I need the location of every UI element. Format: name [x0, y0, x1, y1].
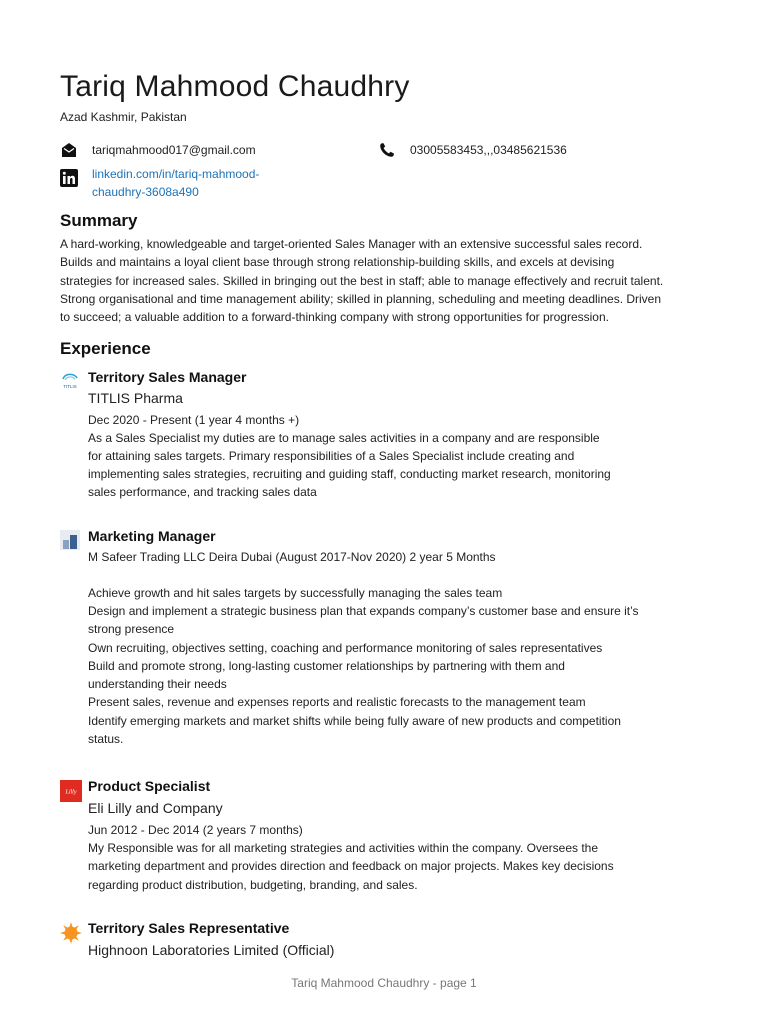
job-description-line: Build and promote strong, long-lasting customer relationships by partnering with them and: [88, 659, 565, 673]
job-dates: Dec 2020 - Present (1 year 4 months +): [88, 413, 300, 427]
summary-line: strategies for increased sales. Skilled in bringing out the best in staff; able to manage effectively and recruit talent.: [60, 273, 664, 288]
job-dates: Jun 2012 - Dec 2014 (2 years 7 months): [88, 823, 303, 837]
experience-heading: Experience: [60, 339, 151, 358]
job-description-line: understanding their needs: [88, 677, 227, 691]
job-description-line: for attaining sales targets. Primary responsibilities of a Sales Specialist include creating and: [88, 449, 575, 463]
company-name: TITLIS Pharma: [88, 390, 183, 406]
job-description-line: status.: [88, 732, 124, 746]
job-description-line: implementing sales strategies, recruiting and guiding staff, conducting market research, monitoring: [88, 467, 611, 481]
summary-line: Strong organisational and time management ability; skilled in planning, scheduling and meeting deadlines. Driven: [60, 291, 662, 306]
linkedin-link[interactable]: [92, 165, 292, 201]
job-title: Marketing Manager: [88, 528, 216, 544]
job-title: Product Specialist: [88, 778, 211, 794]
lilly-logo: [60, 780, 80, 800]
envelope-icon: [60, 141, 78, 159]
titlis-logo: [60, 371, 80, 391]
job-title: Territory Sales Manager: [88, 369, 247, 385]
job-description-line: Present sales, revenue and expenses reports and realistic forecasts to the management team: [88, 695, 586, 709]
lilly-logo-text: Lilly: [65, 789, 77, 796]
summary-line: Builds and maintains a loyal client base through strong relationship-building skills, and excels at devising: [60, 255, 615, 270]
job-company-dates: M Safeer Trading LLC Deira Dubai (August 2017-Nov 2020) 2 year 5 Months: [88, 550, 496, 564]
linkedin-link-line2[interactable]: chaudhry-3608a490: [92, 185, 199, 199]
email-contact: [60, 141, 256, 159]
job-description-line: Identify emerging markets and market shifts while being fully aware of new products and competition: [88, 714, 621, 728]
phone-contact: [378, 141, 567, 159]
company-logo-placeholder: [60, 530, 80, 550]
summary-line: A hard-working, knowledgeable and target-oriented Sales Manager with an extensive successful sales record.: [60, 237, 643, 251]
job-description-line: Own recruiting, objectives setting, coaching and performance monitoring of sales representatives: [88, 641, 603, 655]
job-description-line: sales performance, and tracking sales data: [88, 485, 317, 499]
titlis-logo-text: TITLIS: [63, 384, 77, 389]
job-description-line: Design and implement a strategic business plan that expands company’s customer base and ensure it’s: [88, 604, 639, 618]
candidate-location: Azad Kashmir, Pakistan: [60, 110, 187, 124]
linkedin-icon: [60, 169, 78, 187]
page-footer: Tariq Mahmood Chaudhry - page 1: [291, 976, 477, 990]
job-description-line: My Responsible was for all marketing strategies and activities within the company. Oversees the: [88, 841, 599, 855]
summary-heading: Summary: [60, 211, 138, 230]
job-description-line: Achieve growth and hit sales targets by successfully managing the sales team: [88, 586, 503, 600]
job-description-line: As a Sales Specialist my duties are to manage sales activities in a company and are responsible: [88, 431, 600, 445]
linkedin-link-line1[interactable]: linkedin.com/in/tariq-mahmood-: [92, 167, 260, 181]
phone-icon: [378, 141, 396, 159]
job-description-line: strong presence: [88, 622, 175, 636]
summary-line: to succeed; a valuable addition to a forward-thinking company with strong opportunities for progression.: [60, 310, 609, 325]
phone-number[interactable]: 03005583453,,,03485621536: [410, 143, 567, 157]
summary-paragraph: [60, 235, 700, 326]
candidate-name: Tariq Mahmood Chaudhry: [60, 70, 410, 103]
job-description-line: marketing department and provides direction and feedback on major projects. Makes key decisions: [88, 859, 614, 873]
email-address[interactable]: tariqmahmood017@gmail.com: [92, 143, 256, 157]
job-title: Territory Sales Representative: [88, 920, 290, 936]
job-description-line: regarding product distribution, budgeting, branding, and sales.: [88, 878, 418, 892]
company-name: Highnoon Laboratories Limited (Official): [88, 942, 335, 958]
linkedin-contact: [60, 165, 292, 201]
highnoon-sun-logo: [60, 922, 80, 942]
company-name: Eli Lilly and Company: [88, 800, 223, 816]
